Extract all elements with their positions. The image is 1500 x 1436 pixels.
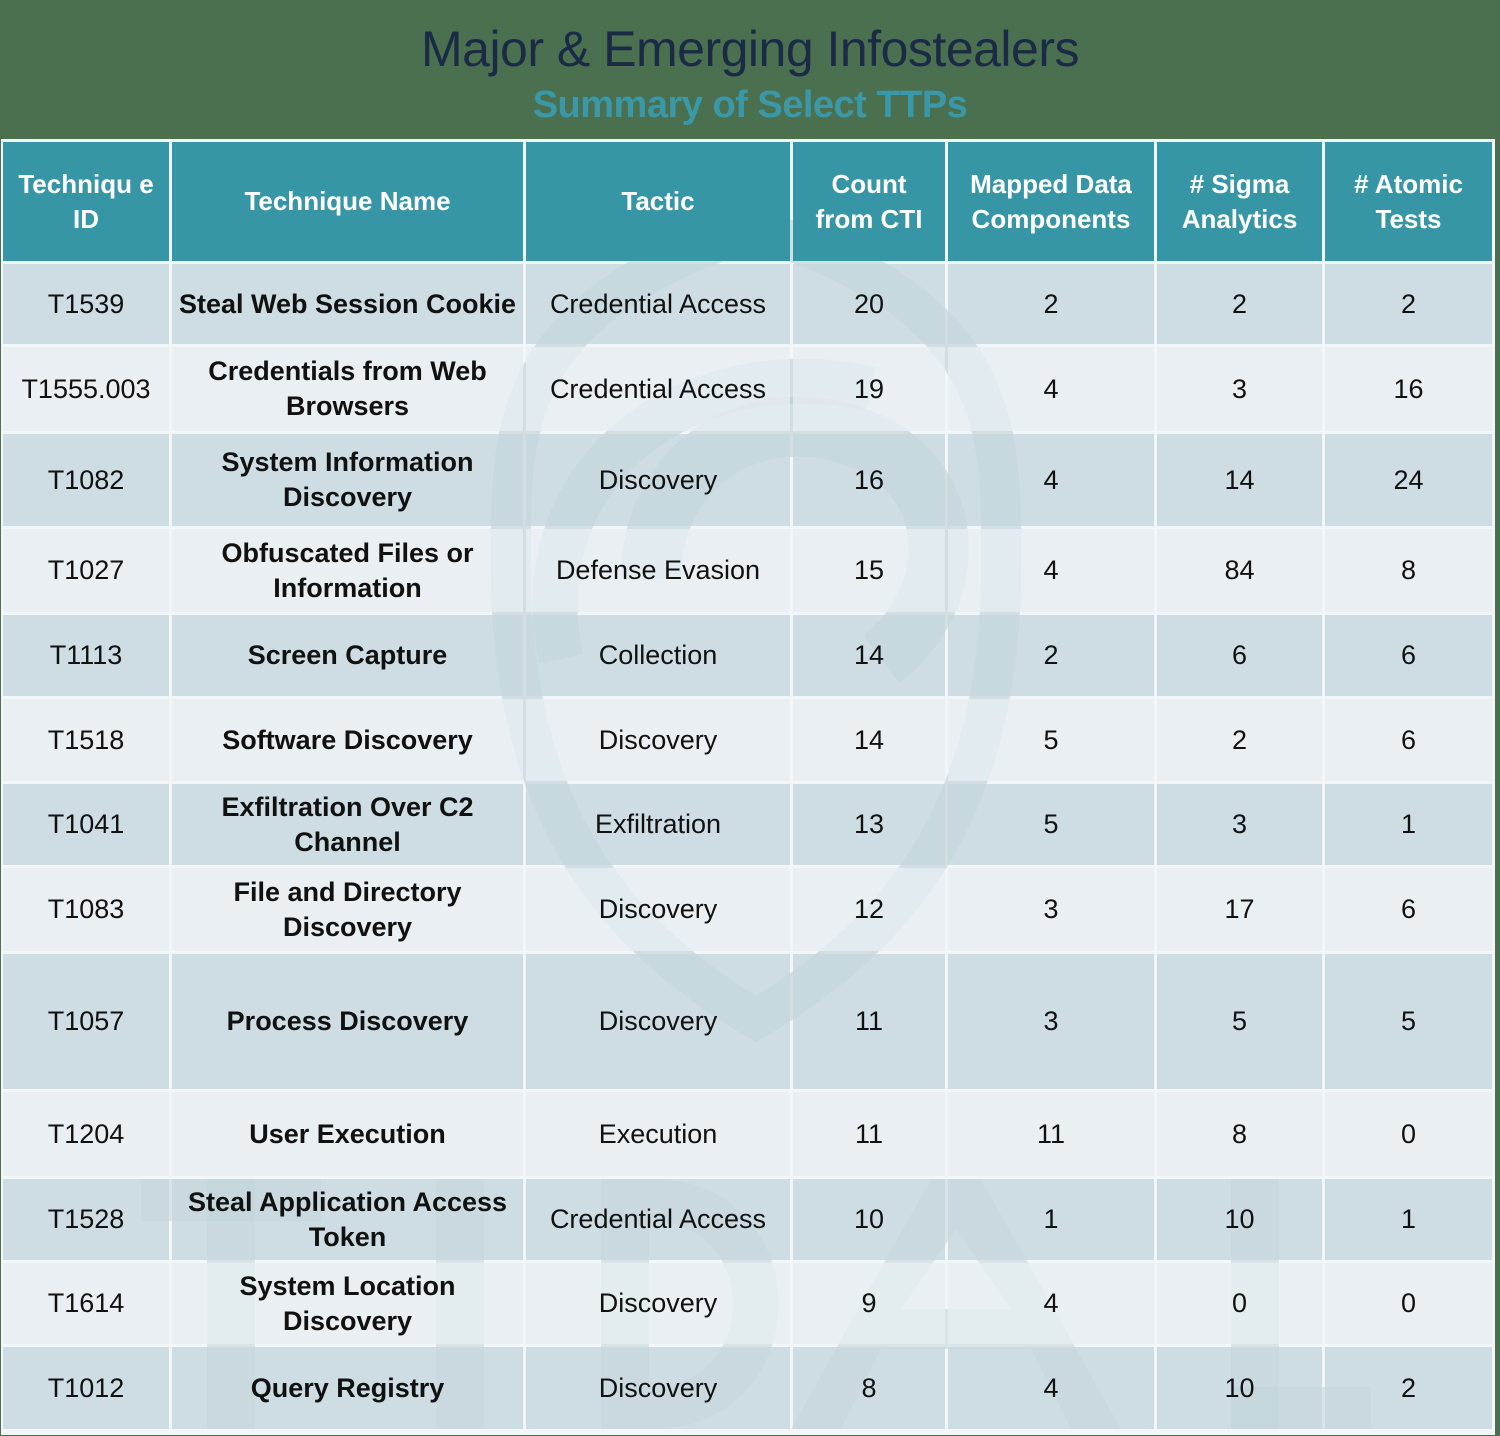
count-cell: 14 (793, 699, 945, 781)
atomic-cell: 1 (1325, 784, 1492, 865)
atomic-cell: 16 (1325, 347, 1492, 431)
count-cell: 10 (793, 1179, 945, 1260)
sigma-cell: 17 (1157, 868, 1322, 951)
table-row (3, 1347, 1492, 1429)
sigma-cell: 0 (1157, 1263, 1322, 1344)
count-cell: 19 (793, 347, 945, 431)
technique-name-cell: Obfuscated Files or Information (172, 529, 523, 612)
atomic-cell: 6 (1325, 868, 1492, 951)
technique-id-cell: T1027 (3, 529, 169, 612)
data-components-cell: 5 (948, 784, 1154, 865)
technique-id-cell: T1082 (3, 434, 169, 526)
technique-id-cell: T1012 (3, 1347, 169, 1429)
column-header-count-from-cti: Count from CTI (793, 142, 945, 261)
column-header-technique-name: Technique Name (172, 142, 523, 261)
technique-id-cell: T1555.003 (3, 347, 169, 431)
technique-id-cell: T1539 (3, 264, 169, 344)
technique-name-cell: Credentials from Web Browsers (172, 347, 523, 431)
data-components-cell: 11 (948, 1092, 1154, 1176)
data-components-cell: 4 (948, 1347, 1154, 1429)
table-row (3, 615, 1492, 696)
atomic-cell: 5 (1325, 954, 1492, 1089)
technique-name-cell: Exfiltration Over C2 Channel (172, 784, 523, 865)
technique-id-cell: T1113 (3, 615, 169, 696)
count-cell: 8 (793, 1347, 945, 1429)
tactic-cell: Credential Access (526, 347, 790, 431)
atomic-cell: 6 (1325, 615, 1492, 696)
table-row (3, 784, 1492, 865)
page-subtitle: Summary of Select TTPs (532, 84, 968, 126)
sigma-cell: 84 (1157, 529, 1322, 612)
atomic-cell: 2 (1325, 1347, 1492, 1429)
ttp-table (1, 139, 1495, 1432)
column-header-atomic-tests: # Atomic Tests (1325, 142, 1492, 261)
column-header-mapped-data-components: Mapped Data Components (948, 142, 1154, 261)
tactic-cell: Discovery (526, 1347, 790, 1429)
tactic-cell: Discovery (526, 699, 790, 781)
column-header-sigma-analytics: # Sigma Analytics (1157, 142, 1322, 261)
technique-name-cell: Query Registry (172, 1347, 523, 1429)
sigma-cell: 2 (1157, 264, 1322, 344)
data-components-cell: 2 (948, 264, 1154, 344)
sigma-cell: 3 (1157, 784, 1322, 865)
page-title: Major & Emerging Infostealers (420, 21, 1079, 77)
data-components-cell: 2 (948, 615, 1154, 696)
table-row (3, 1092, 1492, 1176)
sigma-cell: 10 (1157, 1347, 1322, 1429)
technique-id-cell: T1614 (3, 1263, 169, 1344)
atomic-cell: 2 (1325, 264, 1492, 344)
data-components-cell: 4 (948, 1263, 1154, 1344)
technique-id-cell: T1528 (3, 1179, 169, 1260)
data-components-cell: 4 (948, 347, 1154, 431)
technique-id-cell: T1041 (3, 784, 169, 865)
count-cell: 13 (793, 784, 945, 865)
tactic-cell: Credential Access (526, 264, 790, 344)
table-row (3, 264, 1492, 344)
title-block (0, 0, 1500, 140)
count-cell: 11 (793, 954, 945, 1089)
technique-name-cell: System Location Discovery (172, 1263, 523, 1344)
tactic-cell: Defense Evasion (526, 529, 790, 612)
tactic-cell: Execution (526, 1092, 790, 1176)
ttp-table-container (1, 139, 1495, 1435)
data-components-cell: 4 (948, 529, 1154, 612)
data-components-cell: 4 (948, 434, 1154, 526)
sigma-cell: 8 (1157, 1092, 1322, 1176)
sigma-cell: 3 (1157, 347, 1322, 431)
atomic-cell: 0 (1325, 1092, 1492, 1176)
count-cell: 9 (793, 1263, 945, 1344)
technique-id-cell: T1057 (3, 954, 169, 1089)
atomic-cell: 1 (1325, 1179, 1492, 1260)
technique-name-cell: User Execution (172, 1092, 523, 1176)
data-components-cell: 1 (948, 1179, 1154, 1260)
technique-name-cell: Steal Web Session Cookie (172, 264, 523, 344)
technique-name-cell: System Information Discovery (172, 434, 523, 526)
table-row (3, 347, 1492, 431)
technique-name-cell: Software Discovery (172, 699, 523, 781)
data-components-cell: 5 (948, 699, 1154, 781)
technique-id-cell: T1083 (3, 868, 169, 951)
column-header-tactic: Tactic (526, 142, 790, 261)
technique-name-cell: Screen Capture (172, 615, 523, 696)
tactic-cell: Discovery (526, 1263, 790, 1344)
tactic-cell: Discovery (526, 434, 790, 526)
sigma-cell: 5 (1157, 954, 1322, 1089)
sigma-cell: 6 (1157, 615, 1322, 696)
count-cell: 16 (793, 434, 945, 526)
tactic-cell: Collection (526, 615, 790, 696)
table-row (3, 1179, 1492, 1260)
data-components-cell: 3 (948, 954, 1154, 1089)
sigma-cell: 14 (1157, 434, 1322, 526)
table-row (3, 529, 1492, 612)
atomic-cell: 24 (1325, 434, 1492, 526)
tactic-cell: Discovery (526, 868, 790, 951)
table-row (3, 868, 1492, 951)
table-row (3, 434, 1492, 526)
atomic-cell: 8 (1325, 529, 1492, 612)
table-row (3, 954, 1492, 1089)
table-header-row (3, 142, 1492, 261)
technique-id-cell: T1204 (3, 1092, 169, 1176)
column-header-technique-id: Techniqu e ID (3, 142, 169, 261)
sigma-cell: 2 (1157, 699, 1322, 781)
technique-name-cell: Steal Application Access Token (172, 1179, 523, 1260)
data-components-cell: 3 (948, 868, 1154, 951)
sigma-cell: 10 (1157, 1179, 1322, 1260)
atomic-cell: 6 (1325, 699, 1492, 781)
tactic-cell: Discovery (526, 954, 790, 1089)
tactic-cell: Exfiltration (526, 784, 790, 865)
count-cell: 11 (793, 1092, 945, 1176)
count-cell: 20 (793, 264, 945, 344)
table-row (3, 699, 1492, 781)
technique-id-cell: T1518 (3, 699, 169, 781)
technique-name-cell: Process Discovery (172, 954, 523, 1089)
technique-name-cell: File and Directory Discovery (172, 868, 523, 951)
tactic-cell: Credential Access (526, 1179, 790, 1260)
count-cell: 15 (793, 529, 945, 612)
atomic-cell: 0 (1325, 1263, 1492, 1344)
count-cell: 14 (793, 615, 945, 696)
count-cell: 12 (793, 868, 945, 951)
table-row (3, 1263, 1492, 1344)
